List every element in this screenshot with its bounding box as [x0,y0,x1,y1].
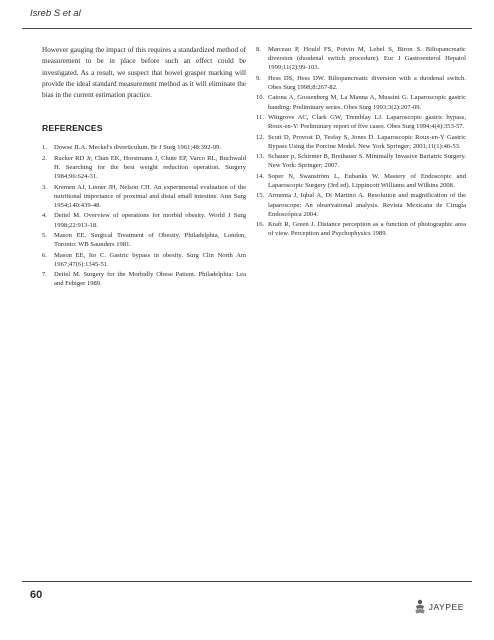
reference-item [42,231,246,249]
reference-item [256,93,466,111]
reference-item [256,191,466,219]
reference-text: Rucker RD Jr, Chan EK, Horstmann J, Chute EP, Varco RL, Buchwald H. Searching for the best weight reduction operation. Surgery 1984;96:624-31. [54,154,246,181]
reference-item [42,154,246,182]
references-heading: REFERENCES [42,123,103,134]
right-column [256,45,466,240]
reference-item [42,270,246,288]
reference-text: Hess DS, Hess DW. Biliopancreatic diversion with a duodenal switch. Obes Surg 1998;8:267-82. [268,74,466,91]
reference-number: 5. [42,232,47,240]
reference-item [256,220,466,238]
reference-item [256,74,466,92]
reference-number: 7. [42,271,47,279]
reference-number: 11. [256,113,264,121]
reference-item [256,45,466,73]
reference-list-right [256,45,466,239]
reference-text: Deitel M. Surgery for the Morbidly Obese Patient. Philadelphia: Lea and Febiger 1989. [54,271,246,288]
reference-number: 6. [42,251,47,259]
reference-item [42,251,246,269]
reference-item [256,172,466,190]
reference-text: Catona A, Gossenberg M, La Manna A, Mussini G. Laparoscopic gastric banding: Preliminary series. Obes Surg 1993;3(2):207-09. [268,94,466,111]
reference-number: 13. [256,153,265,161]
reference-number: 14. [256,172,265,180]
reference-item [42,143,246,152]
publisher-name: JAYPEE [428,602,464,612]
reference-number: 1. [42,144,47,152]
reference-text: Scott D, Provost D, Tesfay S, Jones D. Laparoscopic Roux-en-Y Gastric Bypass Using the Porcine Model. New York Springer; 2001;11(1):46-53. [268,133,466,150]
reference-number: 8. [256,46,261,53]
reference-number: 10. [256,94,265,102]
reference-number: 16. [256,221,265,229]
reference-list-left [42,143,246,288]
reference-item [256,133,466,151]
reference-number: 15. [256,192,265,200]
reference-text: Kraft R, Green J. Distance perception as a function of photographic area of view. Perception and Psychophysics 1989. [268,221,466,238]
publisher-emblem-icon [414,599,426,615]
reference-text: Marceau P, Hould FS, Potvin M, Lebel S, Biron S. Biliopancreatic diversion (duodenal switch procedure). Eur J Gastroenterol Hepatol 1999;11(2):99-103. [268,46,466,72]
reference-item [256,113,466,131]
reference-number: 3. [42,183,47,191]
reference-number: 9. [256,74,261,82]
reference-text: Deitel M. Overview of operations for morbid obesity. World J Surg 1998;22:913-18. [54,212,246,229]
left-column [42,45,246,290]
reference-text: Soper N, Swanström L, Eubanks W. Mastery of Endoscopic and Laparoscopic Surgery (3rd ed). Lippincott Williams and Wilkins 2008. [268,172,466,189]
reference-item [256,152,466,170]
reference-number: 2. [42,154,47,162]
body-paragraph: However gauging the impact of this requires a standardized method of measurement to be in place before such an effect could be investigated. As a result, we suspect that bowel grasper marking will provide the ideal standard measurement method as it will eliminate the bias in the current estimation practice. [42,46,246,100]
reference-item [42,211,246,229]
publisher-logo [414,599,464,615]
header-rule [22,28,472,29]
reference-number: 4. [42,212,47,220]
page-number: 60 [30,589,43,601]
reference-text: Armenta J, Iqbal A, Di Martino A. Resolution and magnification of the laparoscope: An observational analysis. Revista Mexicana de Cirugía Endoscópica 2004. [268,192,466,218]
running-head: Isreb S et al [30,8,81,19]
reference-number: 12. [256,133,265,141]
reference-text: Mason EE, Ito C. Gastric bypass in obesity. Surg Clin North Am 1967;47(6):1345-51. [54,251,246,268]
reference-text: Kremen AJ, Linner JH, Nelson CH. An experimental evaluation of the nutritional importance of proximal and distal small intestine. Ann Surg 1954;140:439-48. [54,183,246,210]
reference-text: Wittgrove AC, Clark GW, Tremblay LJ. Laparoscopic gastric bypass, Roux-en-Y: Preliminary report of five cases. Obes Surg 1994;4(4):353-57. [268,113,466,131]
footer-rule [22,581,472,582]
reference-item [42,183,246,211]
reference-text: Schauer p, Schirmer B, Brethauer S. Minimally Invasive Bariatric Surgery. New York: Springer; 2007. [268,153,466,170]
reference-text: Mason EE. Surgical Treatment of Obesity. Philadelphia, London, Toronto: WB Saunders 1981. [54,232,246,249]
reference-text: Dowse JLA. Meckel's diverticulum. Br J Surg 1961;48:392-99. [54,144,221,152]
